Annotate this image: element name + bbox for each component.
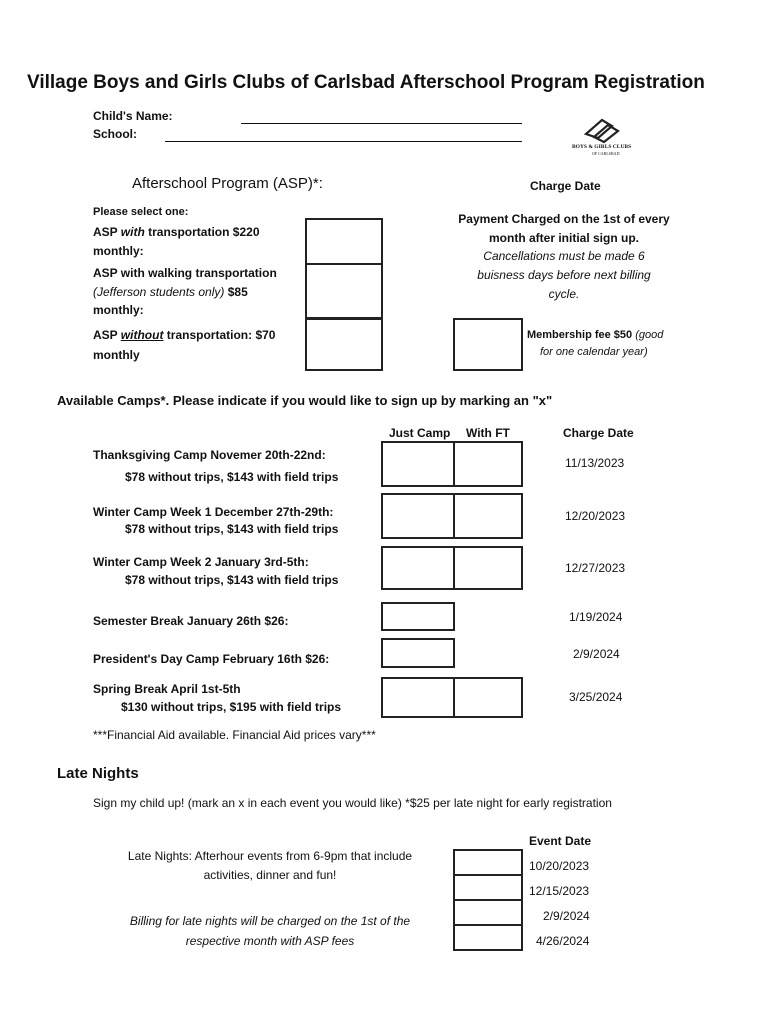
- asp-option-walking: ASP with walking transportation: [93, 266, 277, 280]
- camp-ft-checkbox[interactable]: [453, 493, 523, 539]
- camp-name: Winter Camp Week 2 January 3rd-5th:: [93, 555, 309, 569]
- camp-price: $78 without trips, $143 with field trips: [125, 573, 339, 587]
- membership-fee-label: Membership fee $50 (good: [527, 329, 664, 341]
- late-night-checkbox[interactable]: [453, 924, 523, 951]
- camp-just-checkbox[interactable]: [381, 638, 455, 668]
- camp-just-checkbox[interactable]: [381, 441, 455, 487]
- camp-name: Winter Camp Week 1 December 27th-29th:: [93, 505, 334, 519]
- late-night-date: 10/20/2023: [529, 859, 590, 873]
- asp-option-without-transport-suffix: monthly: [93, 348, 140, 362]
- child-name-label: Child's Name:: [93, 109, 173, 123]
- late-nights-description: Late Nights: Afterhour events from 6-9pm that include: [127, 849, 413, 863]
- camp-name: Spring Break April 1st-5th: [93, 682, 241, 696]
- late-nights-description-2: activities, dinner and fun!: [203, 868, 337, 882]
- camp-just-checkbox[interactable]: [381, 602, 455, 631]
- cancellation-note-2: buisness days before next billing: [477, 268, 651, 282]
- late-night-date: 4/26/2024: [536, 934, 590, 948]
- late-night-checkbox[interactable]: [453, 874, 523, 901]
- asp-without-transport-checkbox[interactable]: [305, 318, 383, 371]
- school-field[interactable]: [165, 141, 522, 142]
- logo-subtext: OF CARLSBAD: [592, 151, 620, 156]
- asp-walking-checkbox[interactable]: [305, 263, 383, 319]
- late-night-date: 12/15/2023: [529, 884, 590, 898]
- membership-fee-note: for one calendar year): [540, 346, 648, 358]
- camp-name: President's Day Camp February 16th $26:: [93, 652, 330, 666]
- camp-just-checkbox[interactable]: [381, 546, 455, 590]
- cancellation-note-3: cycle.: [548, 287, 580, 301]
- late-night-checkbox[interactable]: [453, 849, 523, 876]
- camp-charge-date: 11/13/2023: [565, 456, 625, 470]
- school-label: School:: [93, 127, 137, 141]
- camp-charge-date: 3/25/2024: [569, 690, 623, 704]
- camp-charge-date: 12/20/2023: [565, 509, 626, 523]
- col-with-ft: With FT: [466, 426, 510, 440]
- payment-note: Payment Charged on the 1st of every: [458, 212, 670, 226]
- asp-with-transport-checkbox[interactable]: [305, 218, 383, 265]
- camp-name: Semester Break January 26th $26:: [93, 614, 289, 628]
- camp-price: $130 without trips, $195 with field trips: [121, 700, 342, 714]
- camp-just-checkbox[interactable]: [381, 677, 455, 718]
- late-night-checkbox[interactable]: [453, 899, 523, 926]
- late-nights-billing-note: Billing for late nights will be charged on the 1st of the: [129, 914, 411, 928]
- asp-option-with-transport-suffix: monthly:: [93, 244, 144, 258]
- late-night-date: 2/9/2024: [543, 909, 590, 923]
- late-nights-signup-note: Sign my child up! (mark an x in each event you would like) *$25 per late night for early registration: [93, 796, 612, 810]
- asp-option-with-transport: ASP with transportation $220: [93, 225, 260, 239]
- child-name-field[interactable]: [241, 123, 522, 124]
- camp-price: $78 without trips, $143 with field trips: [125, 522, 339, 536]
- camp-ft-checkbox[interactable]: [453, 546, 523, 590]
- event-date-heading: Event Date: [529, 834, 592, 848]
- select-one-label: Please select one:: [93, 206, 189, 218]
- financial-aid-note: ***Financial Aid available. Financial Aid prices vary***: [93, 728, 376, 742]
- asp-option-walking-suffix: monthly:: [93, 303, 144, 317]
- payment-note-2: month after initial sign up.: [489, 231, 639, 245]
- camp-charge-date: 2/9/2024: [573, 647, 620, 661]
- late-nights-heading: Late Nights: [57, 765, 139, 782]
- camp-ft-checkbox[interactable]: [453, 441, 523, 487]
- camp-just-checkbox[interactable]: [381, 493, 455, 539]
- asp-option-walking-note: (Jefferson students only) $85: [93, 285, 248, 299]
- camps-heading: Available Camps*. Please indicate if you would like to sign up by marking an "x": [57, 393, 553, 408]
- camp-ft-checkbox[interactable]: [453, 677, 523, 718]
- club-logo: [572, 114, 650, 158]
- late-nights-billing-note-2: respective month with ASP fees: [185, 934, 355, 948]
- col-just-camp: Just Camp: [389, 426, 451, 440]
- logo-text: BOYS & GIRLS CLUBS: [572, 144, 632, 150]
- camp-price: $78 without trips, $143 with field trips: [125, 470, 339, 484]
- asp-option-without-transport: ASP without transportation: $70: [93, 328, 276, 342]
- club-logo-icon: [580, 114, 650, 144]
- col-charge-date: Charge Date: [563, 426, 634, 440]
- camp-charge-date: 1/19/2024: [569, 610, 623, 624]
- membership-checkbox[interactable]: [453, 318, 523, 371]
- cancellation-note: Cancellations must be made 6: [483, 249, 645, 263]
- camp-charge-date: 12/27/2023: [565, 561, 626, 575]
- asp-heading: Afterschool Program (ASP)*:: [132, 175, 323, 192]
- asp-charge-date-heading: Charge Date: [530, 179, 601, 193]
- page-title: Village Boys and Girls Clubs of Carlsbad Afterschool Program Registration: [27, 72, 705, 93]
- camp-name: Thanksgiving Camp Novemer 20th-22nd:: [93, 448, 326, 462]
